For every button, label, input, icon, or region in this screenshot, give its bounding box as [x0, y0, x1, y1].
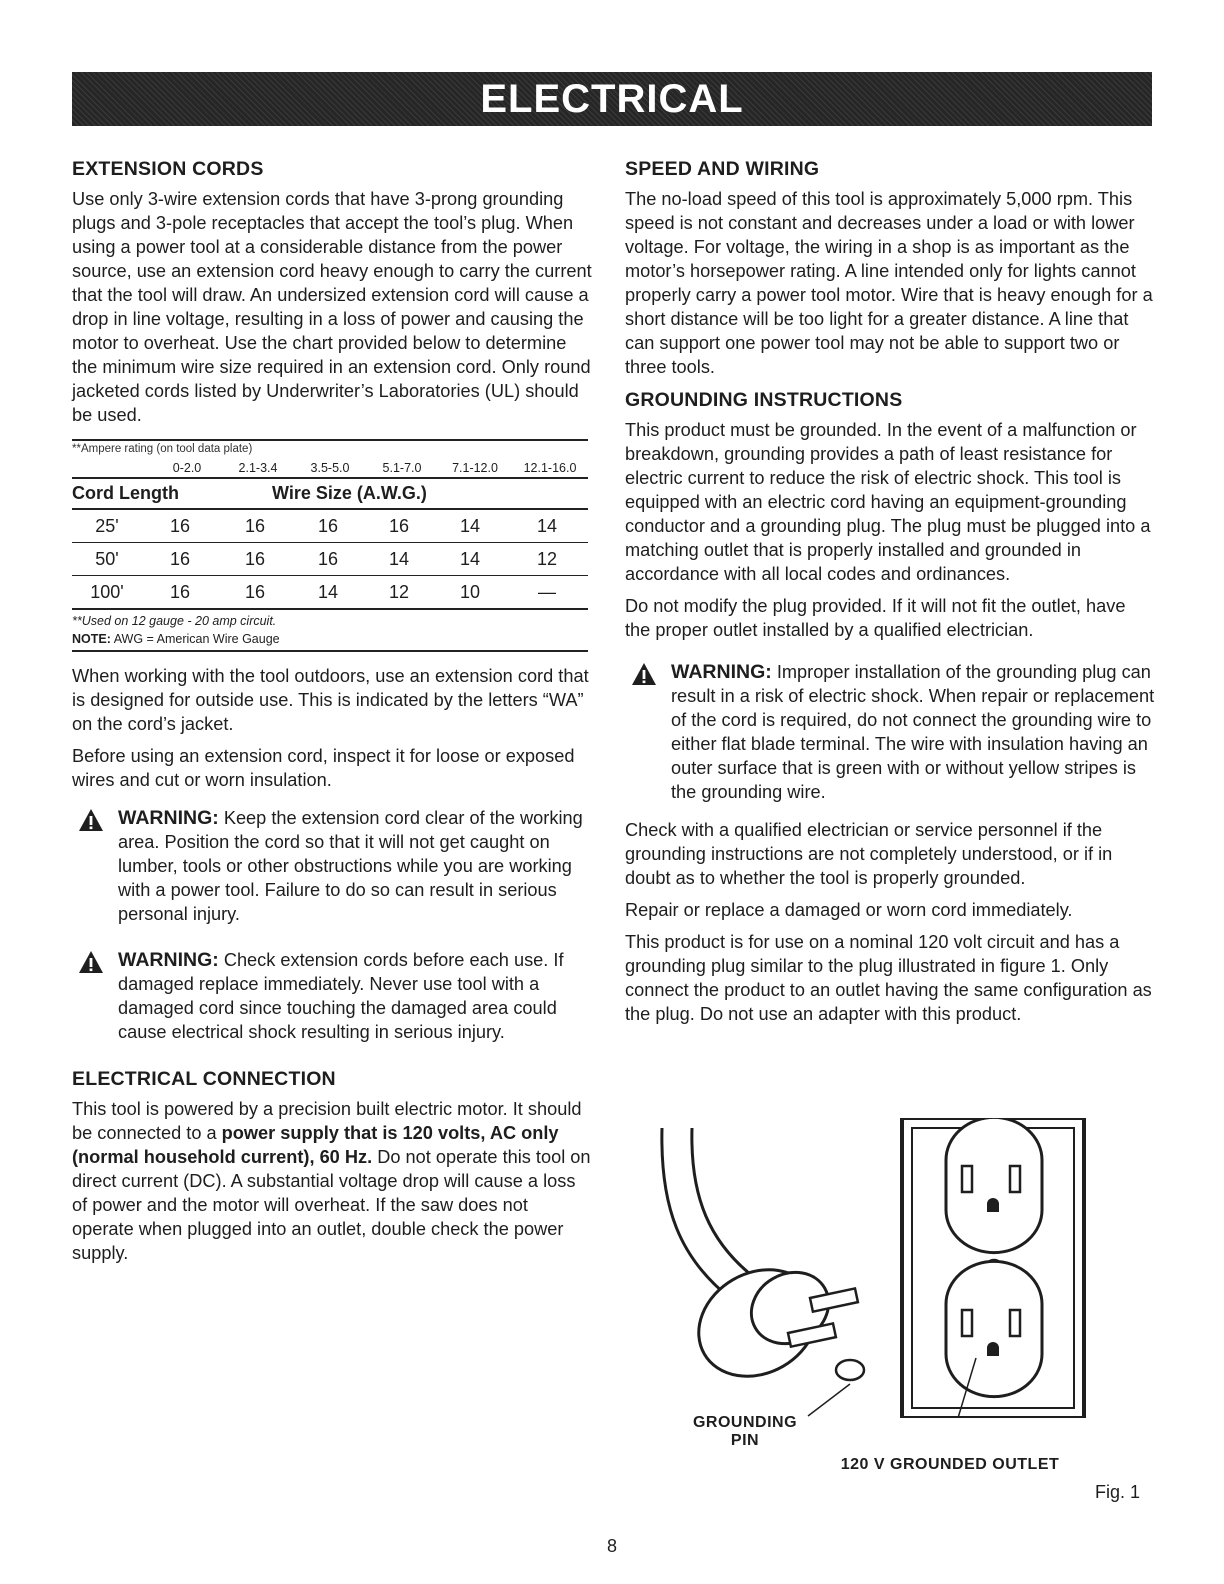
amp-range: 0-2.0	[172, 461, 202, 475]
plug-outlet-figure	[640, 1118, 1160, 1518]
nominal-circuit-paragraph: This product is for use on a nominal 120 volt circuit and has a grounding plug similar to the plug illustrated in figure 1. Only connect the product to an outlet having the same configuration as the plug. Do not use an adapter with this product.	[625, 932, 1152, 1024]
page-number: 8	[606, 1536, 617, 1556]
wire-size-cell: 14	[317, 582, 339, 602]
cord-length-cell: 50'	[95, 549, 119, 569]
speed-wiring-heading: SPEED AND WIRING	[625, 158, 820, 180]
extension-cords-paragraph: Use only 3-wire extension cords that have 3-prong grounding plugs and 3-pole receptacles that accept the tool’s plug. When using a power tool at a considerable distance from the power source, use an extension cord heavy enough to carry the current that the tool will draw. An undersized extension cord will cause a drop in line voltage, resulting in a loss of power and causing the motor to overheat. Use the chart provided below to determine the minimum wire size required in an extension cord. Only round jacketed cords listed by Underwriter’s Laboratories (UL) should be used.	[72, 189, 592, 425]
warning-label: WARNING:	[118, 807, 219, 829]
ampere-note: **Ampere rating (on tool data plate)	[72, 443, 253, 455]
grounding-label: GROUNDING	[692, 1414, 798, 1431]
electrical-connection-paragraph	[72, 1097, 592, 1265]
inspect-cord-paragraph: Before using an extension cord, inspect it for loose or exposed wires and cut or worn insulation.	[72, 746, 575, 790]
warning-block	[72, 806, 592, 926]
table-header	[72, 479, 588, 510]
pin-label: PIN	[730, 1432, 760, 1449]
wire-size-cell: 14	[459, 516, 481, 536]
grounding-heading: GROUNDING INSTRUCTIONS	[625, 389, 903, 411]
wire-size-cell: —	[538, 582, 556, 602]
note-label: NOTE:	[72, 632, 111, 646]
wire-size-cell: 16	[317, 516, 339, 536]
warning-text: Check extension cords before each use. If damaged replace immediately. Never use tool with a damaged cord since touching the damaged area could cause electrical shock resulting in serious injury.	[118, 950, 564, 1042]
plug-modify-paragraph: Do not modify the plug provided. If it will not fit the outlet, have the proper outlet installed by a qualified electrician.	[625, 596, 1126, 640]
connection-text-b: Do not operate this tool on direct current (DC). A substantial voltage drop will cause a loss of power and the motor will overheat. If the saw does not operate when plugged into an outlet, double check the power supply.	[72, 1147, 591, 1263]
wire-size-cell: 16	[169, 549, 191, 569]
warning-label: WARNING:	[118, 949, 219, 971]
outdoor-cord-paragraph: When working with the tool outdoors, use an extension cord that is designed for outside use. This is indicated by the letters “WA” on the cord’s jacket.	[72, 666, 589, 734]
table-row	[72, 543, 588, 576]
wire-size-cell: 16	[169, 516, 191, 536]
banner-title: ELECTRICAL	[480, 76, 744, 121]
outlet-label: 120 V GROUNDED OUTLET	[840, 1456, 1060, 1473]
amp-range: 7.1-12.0	[452, 461, 498, 475]
warning-triangle-icon	[78, 950, 104, 974]
table-row	[72, 510, 588, 543]
awg-note	[72, 630, 588, 652]
amp-range: 12.1-16.0	[523, 461, 577, 475]
warning-text: Improper installation of the grounding plug can result in a risk of electric shock. When repair or replacement of the cord is required, do not connect the grounding wire to either flat blade terminal. The wire with insulation having an outer surface that is green with or without yellow stripes is the grounding wire.	[671, 662, 1155, 802]
left-column	[72, 158, 592, 1273]
grounding-pin-label	[680, 1414, 810, 1450]
grounding-paragraph: This product must be grounded. In the event of a malfunction or breakdown, grounding provides a path of least resistance for electric current to reduce the risk of electric shock. This tool is equipped with an electric cord having an equipment-grounding conductor and a grounding plug. The plug must be plugged into a matching outlet that is properly installed and grounded in accordance with all local codes and ordinances.	[625, 420, 1151, 584]
wire-size-cell: 16	[244, 516, 266, 536]
electrical-connection-heading: ELECTRICAL CONNECTION	[72, 1068, 336, 1090]
warning-text: Keep the extension cord clear of the working area. Position the cord so that it will not get caught on lumber, tools or other obstructions while you are working with a power tool. Failure to do so can result in serious personal injury.	[118, 808, 583, 924]
ampere-range-row	[72, 457, 588, 479]
wire-size-cell: 14	[459, 549, 481, 569]
cord-length-header: Cord Length	[72, 483, 179, 503]
wire-size-cell: 16	[244, 549, 266, 569]
warning-block	[625, 660, 1155, 804]
wire-size-cell: 12	[536, 549, 558, 569]
section-banner	[72, 72, 1152, 126]
speed-wiring-paragraph: The no-load speed of this tool is approximately 5,000 rpm. This speed is not constant and decreases under a load or with lower voltage. For voltage, the wiring in a shop is as important as the motor’s horsepower rating. A line intended only for lights cannot properly carry a power tool motor. Wire that is heavy enough for a short distance will be too light for a greater distance. A line that can support one power tool may not be able to support two or three tools.	[625, 189, 1153, 377]
wire-size-cell: 14	[536, 516, 558, 536]
warning-label: WARNING:	[671, 661, 772, 683]
wire-size-cell: 14	[388, 549, 410, 569]
extension-cords-heading: EXTENSION CORDS	[72, 158, 264, 180]
amp-range: 2.1-3.4	[238, 461, 278, 475]
plug-outlet-illustration	[640, 1118, 1160, 1418]
right-column	[625, 158, 1155, 1034]
repair-cord-paragraph: Repair or replace a damaged or worn cord immediately.	[625, 900, 1073, 920]
figure-caption: Fig. 1	[1094, 1482, 1140, 1502]
connection-text-a: This tool is powered by a precision built electric motor. It should be connected to a	[72, 1099, 582, 1143]
cord-length-cell: 100'	[90, 582, 124, 602]
table-row	[72, 576, 588, 610]
warning-block	[72, 948, 592, 1044]
note-text: AWG = American Wire Gauge	[113, 632, 280, 646]
wire-size-cell: 16	[317, 549, 339, 569]
wire-size-cell: 16	[244, 582, 266, 602]
circuit-footnote: **Used on 12 gauge - 20 amp circuit.	[72, 614, 277, 628]
wire-size-header: Wire Size (A.W.G.)	[272, 483, 427, 503]
connection-text-bold: power supply that is 120 volts, AC only (normal household current), 60 Hz.	[72, 1123, 559, 1167]
warning-triangle-icon	[78, 808, 104, 832]
warning-triangle-icon	[631, 662, 657, 686]
check-electrician-paragraph: Check with a qualified electrician or service personnel if the grounding instructions are not completely understood, or if in doubt as to whether the tool is properly grounded.	[625, 820, 1113, 888]
wire-size-cell: 16	[169, 582, 191, 602]
cord-length-cell: 25'	[95, 516, 119, 536]
wire-size-cell: 10	[459, 582, 481, 602]
amp-range: 5.1-7.0	[382, 461, 422, 475]
wire-size-table	[72, 439, 588, 652]
wire-size-cell: 12	[388, 582, 410, 602]
wire-size-cell: 16	[388, 516, 410, 536]
amp-range: 3.5-5.0	[310, 461, 350, 475]
